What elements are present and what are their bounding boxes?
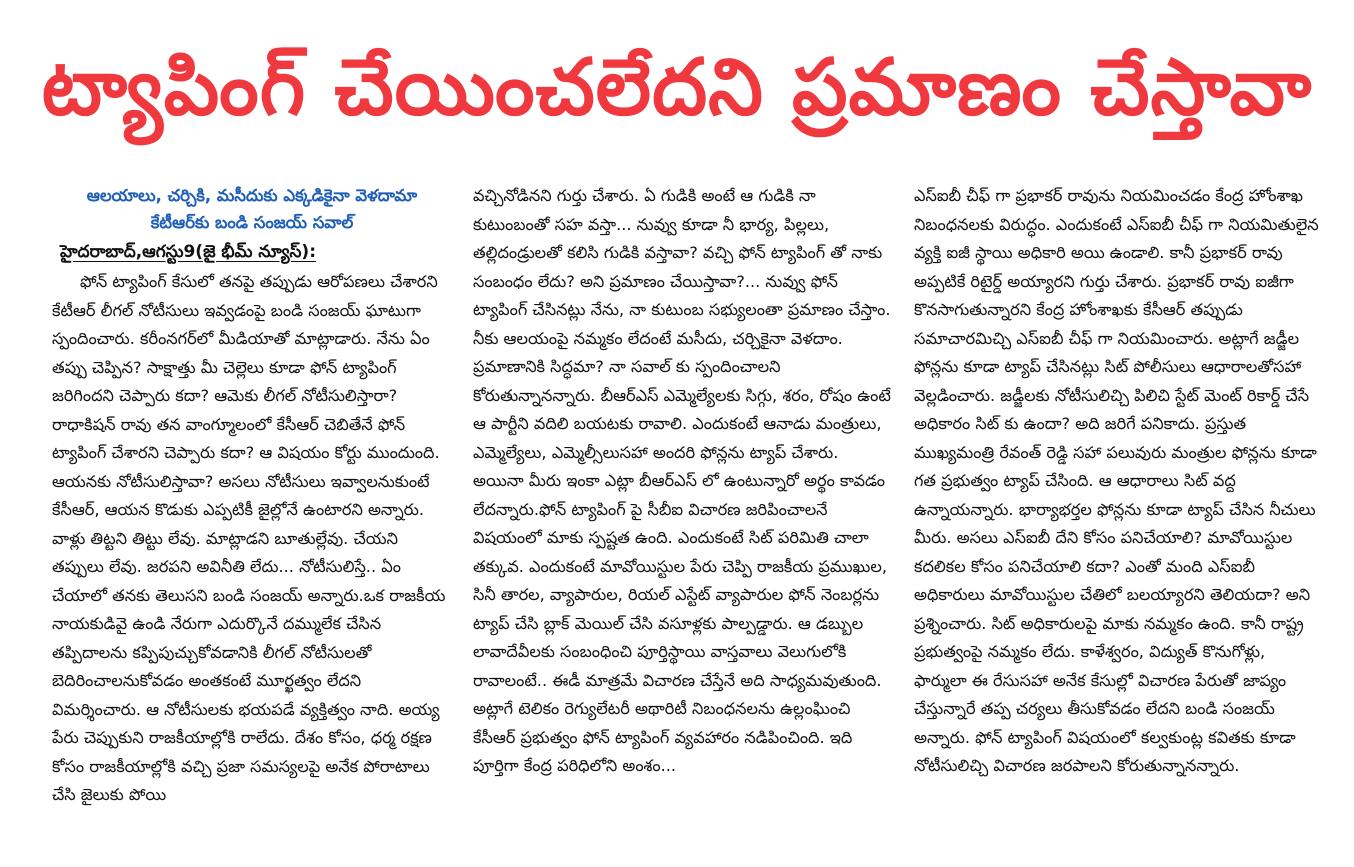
article-column-3 bbox=[914, 182, 1319, 862]
subheadline-line-1: ఆలయాలు, చర్చికి, మసీదుకు ఎక్కడికైనా వెళదామా bbox=[86, 186, 418, 205]
headline-text: ట్యాపింగ్ చేయించలేదని ప్రమాణం చేస్తావా bbox=[41, 42, 1313, 133]
subheadline-line-2: కేటీఆర్‌కు బండి సంజయ్ సవాల్ bbox=[150, 213, 354, 232]
article-column-2 bbox=[473, 182, 893, 862]
article-column-1 bbox=[52, 182, 452, 862]
headline-banner bbox=[0, 0, 1354, 175]
column-2-text: వచ్చినోడినని గుర్తు చేశారు. ఏ గుడికి అంటే ఆ గుడికి నా కుటుంబంతో సహ వస్తా... నువ్వు కూడా నీ భార్య, పిల్లలు, తల్లిదండ్రులతో కలిసి గుడికి వస్తావా? వచ్చి ఫోన్ ట్యాపింగ్ తో నాకు సంబంధం లేదు? అని ప్రమాణం చేయిస్తావా?... నువ్వు ఫోన్ ట్యాపింగ్ చేసినట్లు నేను, నా కుటుంబ సభ్యులంతా ప్రమాణం చేస్తాం. నీకు ఆలయంపై నమ్మకం లేదంటే మసీదు, చర్చికైనా వెళదాం. ప్రమాణానికి సిద్ధమా? నా సవాల్ కు స్పందించాలని కోరుతున్నానన్నారు. బీఆర్ఎస్ ఎమ్మెల్యేలకు సిగ్గు, శరం, రోషం ఉంటే ఆ పార్టీని వదిలి బయటకు రావాలి. ఎందుకంటే ఆనాడు మంత్రులు, ఎమ్మెల్యేలు, ఎమ్మెల్సీలుసహా అందరి ఫోన్లను ట్యాప్ చేశారు. అయినా మీరు ఇంకా ఎట్లా బీఆర్ఎస్ లో ఉంటున్నారో అర్థం కావడం లేదన్నారు.ఫోన్ ట్యాపింగ్ పై సీబీఐ విచారణ జరిపించాలనే విషయంలో మాకు స్పష్టత ఉంది. ఎందుకంటే సిట్ పరిమితి చాలా తక్కువ. ఎందుకంటే మావోయిస్టుల పేరు చెప్పి రాజకీయ ప్రముఖుల, సినీ తారల, వ్యాపారుల, రియల్ ఎస్టేట్ వ్యాపారుల ఫోన్ నెంబర్లను ట్యాప్ చేసి బ్లాక్ మెయిల్ చేసి వసూళ్లకు పాల్పడ్డారు. ఆ డబ్బుల లావాదేవీలకు సంబంధించి పూర్తిస్థాయి వాస్తవాలు వెలుగులోకి రావాలంటే.. ఈడీ మాత్రమే విచారణ చేస్తేనే అది సాధ్యమవుతుంది. అట్లాగే టెలికం రెగ్యులేటరీ అథారిటీ నిబంధనలను ఉల్లంఘించి కేసీఆర్ ప్రభుత్వం ఫోన్ ట్యాపింగ్ వ్యవహారం నడిపించింది. ఇది పూర్తిగా కేంద్ర పరిధిలోని అంశం... bbox=[473, 186, 891, 775]
column-3-text: ఎస్ఐబీ చీఫ్ గా ప్రభాకర్ రావును నియమించడం కేంద్ర హోంశాఖ నిబంధనలకు విరుద్ధం. ఎందుకంటే ఎస్ఐబీ చీఫ్ గా నియమితులైన వ్యక్తి ఐజీ స్థాయి అధికారి అయి ఉండాలి. కానీ ప్రభాకర్ రావు అప్పటికే రిటైర్డ్ అయ్యారని గుర్తు చేశారు. ప్రభాకర్ రావు ఐజీగా కొనసాగుతున్నారని కేంద్ర హోంశాఖకు కేసీఆర్ తప్పుడు సమాచారమిచ్చి ఎస్ఐబీ చీఫ్ గా నియమించారు. అట్లాగే జడ్జీల ఫోన్లను కూడా ట్యాప్ చేసినట్లు సిట్ పోలీసులు ఆధారాలతోసహా వెల్లడించారు. జడ్జీలకు నోటీసులిచ్చి పిలిచి స్టేట్ మెంట్ రికార్డ్ చేసే అధికారం సిట్ కు ఉందా? అది జరిగే పనికాదు. ప్రస్తుత ముఖ్యమంత్రి రేవంత్ రెడ్డి సహా పలువురు మంత్రుల ఫోన్లను కూడా గత ప్రభుత్వం ట్యాప్ చేసింది. ఆ ఆధారాలు సిట్ వద్ద ఉన్నాయన్నారు. భార్యాభర్తల ఫోన్లను కూడా ట్యాప్ చేసిన నీచులు మీరు. అసలు ఎస్ఐబీ దేని కోసం పనిచేయాలి? మావోయిస్టుల కదలికల కోసం పనిచేయాలి కదా? ఎంతో మంది ఎస్ఐబీ అధికారులు మావోయిస్టుల చేతిలో బలయ్యారని తెలియదా? అని ప్రశ్నించారు. సిట్ అధికారులపై మాకు నమ్మకం ఉంది. కానీ రాష్ట్ర ప్రభుత్వంపై నమ్మకం లేదు. కాళేశ్వరం, విద్యుత్ కొనుగోళ్లు, ఫార్ములా ఈ రేసుసహా అనేక కేసుల్లో విచారణ పేరుతో జాప్యం చేస్తున్నారే తప్ప చర్యలు తీసుకోవడం లేదని బండి సంజయ్ అన్నారు. ఫోన్ ట్యాపింగ్ విషయంలో కల్వకుంట్ల కవితకు కూడా నోటీసులిచ్చి విచారణ జరపాలని కోరుతున్నానన్నారు. bbox=[914, 186, 1319, 775]
column-1-text: ఫోన్ ట్యాపింగ్ కేసులో తనపై తప్పుడు ఆరోపణలు చేశారని కేటీఆర్ లీగల్ నోటీసులు ఇవ్వడంపై బండి సంజయ్ ఘాటుగా స్పందించారు. కరీంనగర్‌లో మీడియాతో మాట్లాడారు. నేను ఏం తప్పు చెప్పిన? సాక్షాత్తు మీ చెల్లెలు కూడా ఫోన్ ట్యాపింగ్ జరిగిందని చెప్పారు కదా? ఆమెకు లీగల్ నోటీసులిస్తారా? రాధాకిషన్ రావు తన వాంగ్మూలంలో కేసీఆర్ చెబితేనే ఫోన్ ట్యాపింగ్ చేశారని చెప్పారు కదా? ఆ విషయం కోర్టు ముందుంది. ఆయనకు నోటీసులిస్తావా? అసలు నోటీసులు ఇవ్వాలనుకుంటే కేసీఆర్, ఆయన కొడుకు ఎప్పటికీ జైల్లోనే ఉంటారని అన్నారు. వాళ్లు తిట్టని తిట్టు లేవు. మాట్లాడని బూతుల్లేవు. చేయని తప్పులు లేవు. జరపని అవినీతి లేదు... నోటీసులిస్తే.. ఏం చేయాలో తనకు తెలుసని బండి సంజయ్ అన్నారు.ఒక రాజకీయ నాయకుడివై ఉండి నేరుగా ఎదుర్కొనే దమ్ములేక చేసిన తప్పిదాలను కప్పిపుచ్చుకోవడానికి లీగల్ నోటీసులతో బెదిరించాలనుకోవడం అంతకంటే మూర్ఖత్వం లేదని విమర్శించారు. ఆ నోటీసులకు భయపడే వ్యక్తిత్వం నాది. అయ్య పేరు చెప్పుకుని రాజకీయాల్లోకి రాలేదు. దేశం కోసం, ధర్మ రక్షణ కోసం రాజకీయాల్లోకి వచ్చి ప్రజా సమస్యలపై అనేక పోరాటాలు చేసి జైలుకు పోయి bbox=[52, 272, 446, 804]
dateline: హైదరాబాద్,ఆగస్టు9(జై భీమ్ న్యూస్): bbox=[60, 242, 317, 262]
